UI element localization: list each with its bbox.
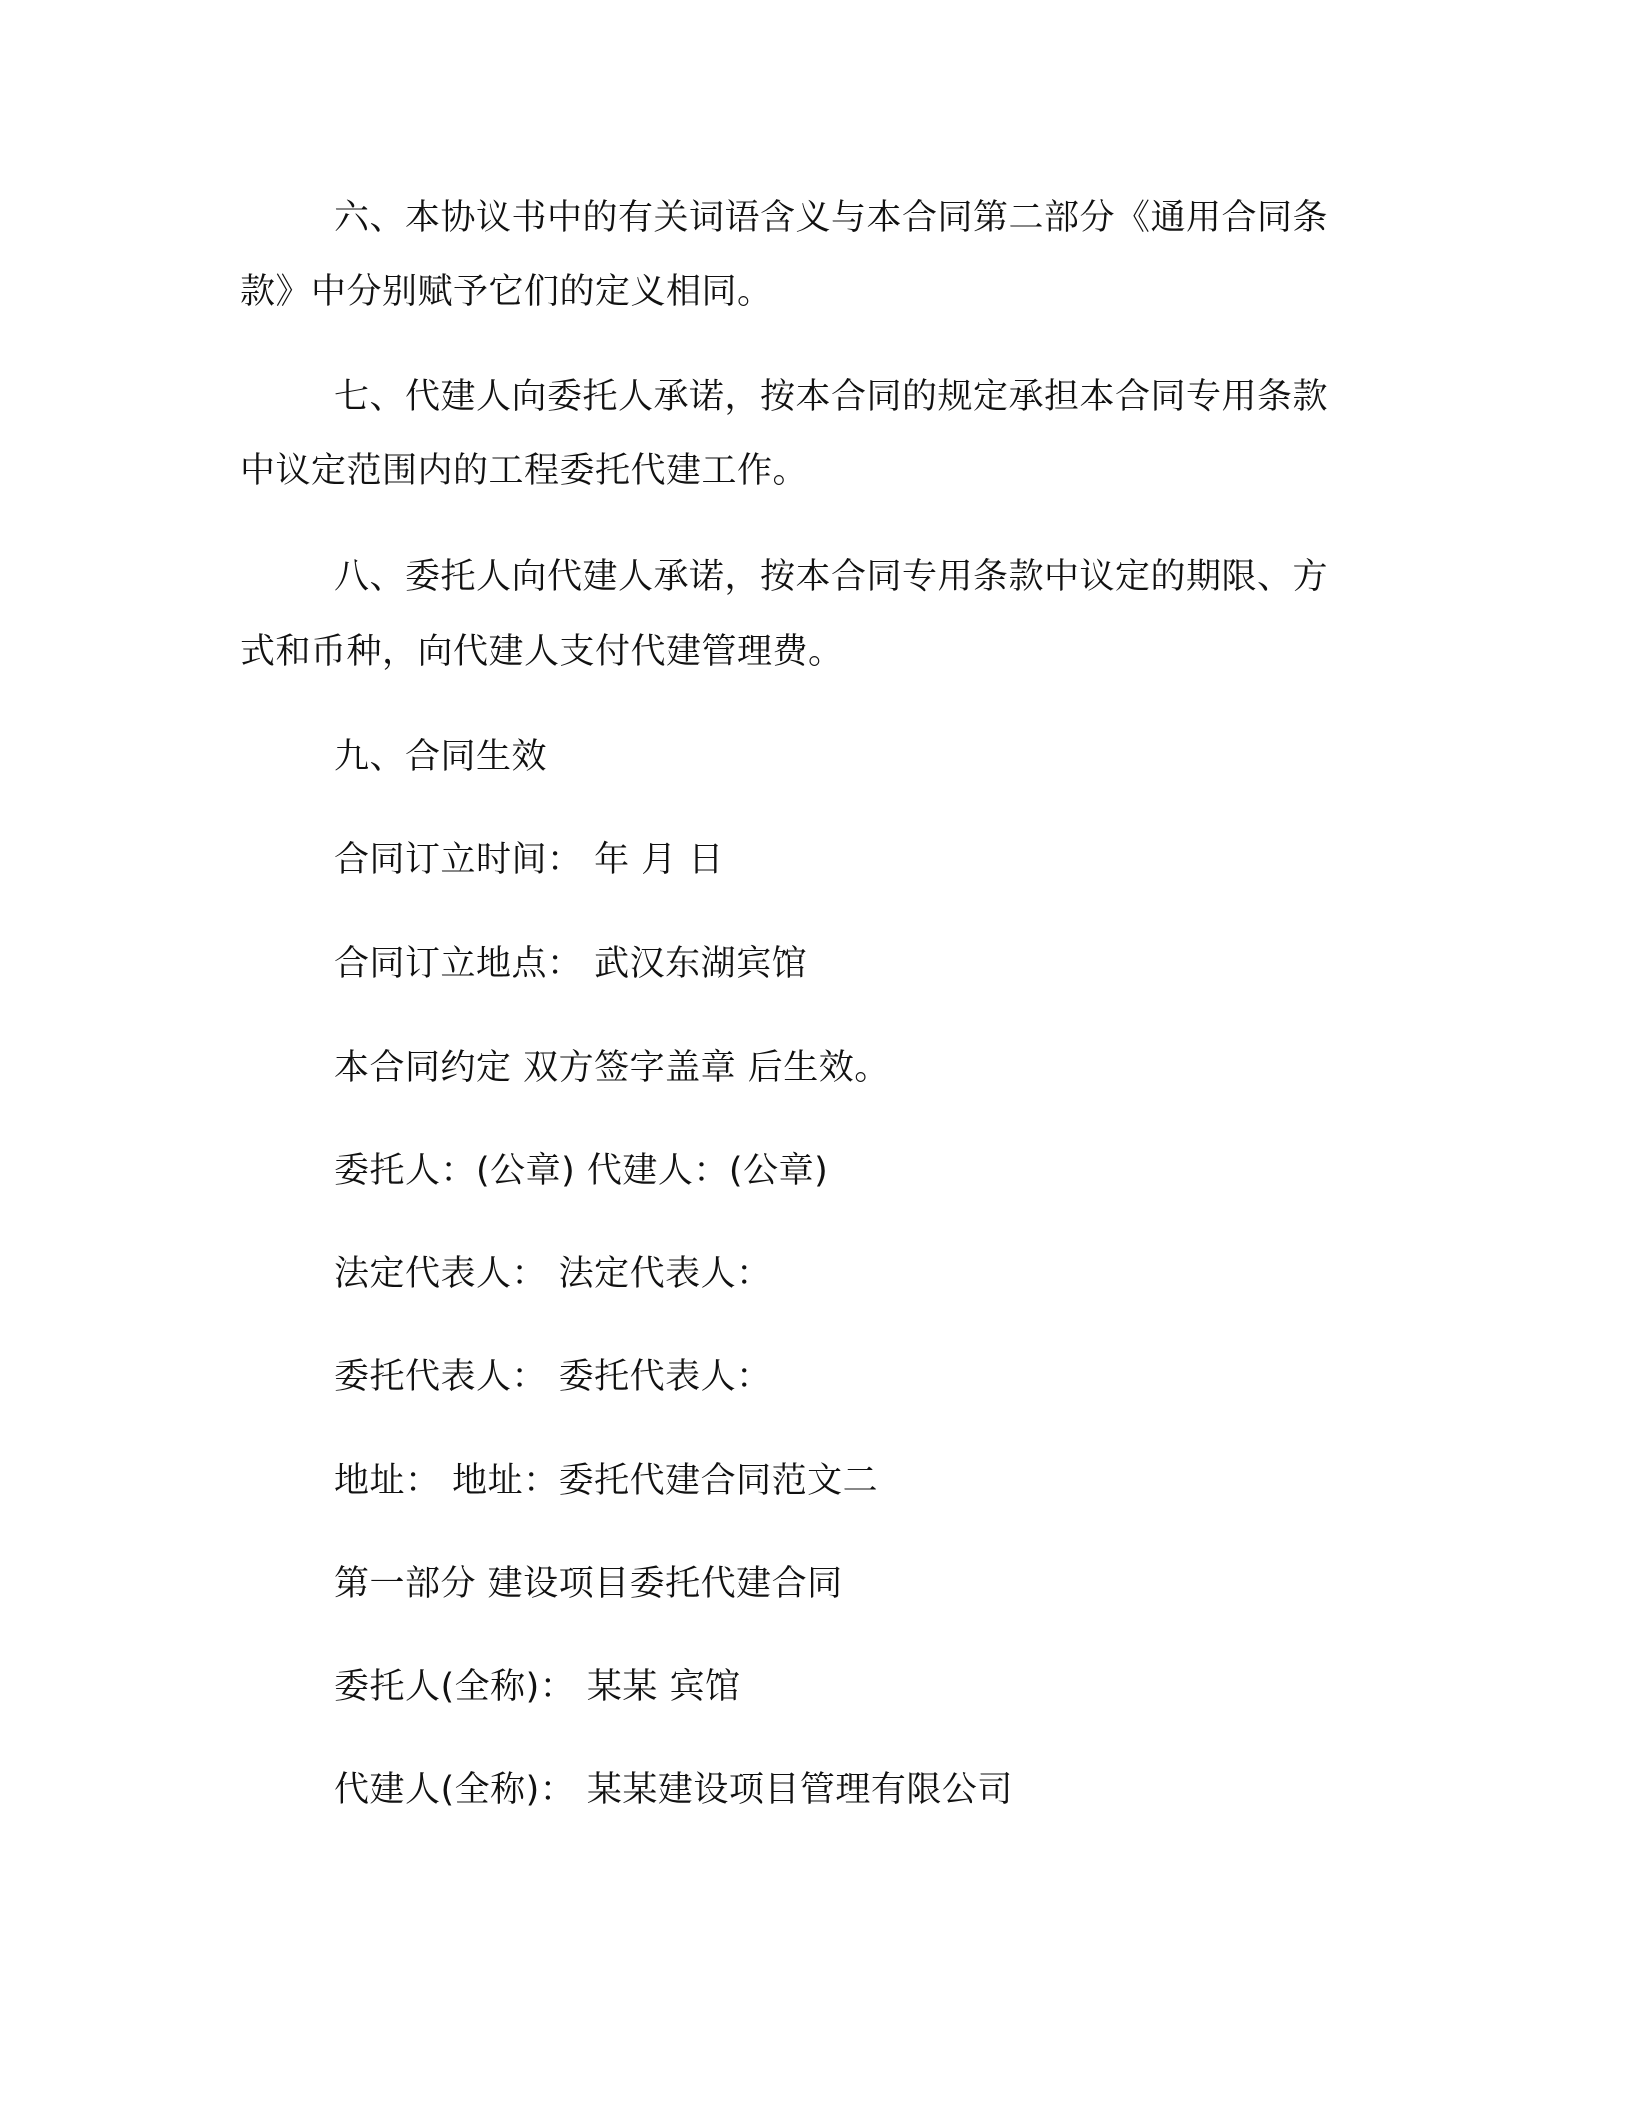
paragraph-6-line-1: 六、本协议书中的有关词语含义与本合同第二部分《通用合同条	[334, 198, 1329, 238]
sign-date-line: 合同订立时间： 年 月 日	[334, 840, 724, 880]
paragraph-8-line-2: 式和币种，向代建人支付代建管理费。	[240, 632, 844, 672]
parties-seal-line: 委托人：(公章) 代建人：(公章)	[334, 1151, 829, 1191]
authorized-rep-line: 委托代表人： 委托代表人：	[334, 1357, 772, 1397]
principal-fullname-line: 委托人(全称)： 某某 宾馆	[334, 1667, 741, 1707]
paragraph-7-line-2: 中议定范围内的工程委托代建工作。	[240, 451, 809, 491]
paragraph-8-line-1: 八、委托人向代建人承诺，按本合同专用条款中议定的期限、方	[334, 557, 1329, 597]
paragraph-6-line-2: 款》中分别赋予它们的定义相同。	[240, 272, 773, 312]
sign-place-line: 合同订立地点： 武汉东湖宾馆	[334, 944, 808, 984]
legal-rep-line: 法定代表人： 法定代表人：	[334, 1254, 772, 1294]
section-9-title: 九、合同生效	[334, 737, 548, 777]
address-line: 地址： 地址：委托代建合同范文二	[334, 1461, 879, 1501]
agent-fullname-line: 代建人(全称)： 某某建设项目管理有限公司	[334, 1770, 1013, 1810]
effect-clause-line: 本合同约定 双方签字盖章 后生效。	[334, 1048, 890, 1088]
part-one-title: 第一部分 建设项目委托代建合同	[334, 1564, 843, 1604]
paragraph-7-line-1: 七、代建人向委托人承诺，按本合同的规定承担本合同专用条款	[334, 377, 1329, 417]
